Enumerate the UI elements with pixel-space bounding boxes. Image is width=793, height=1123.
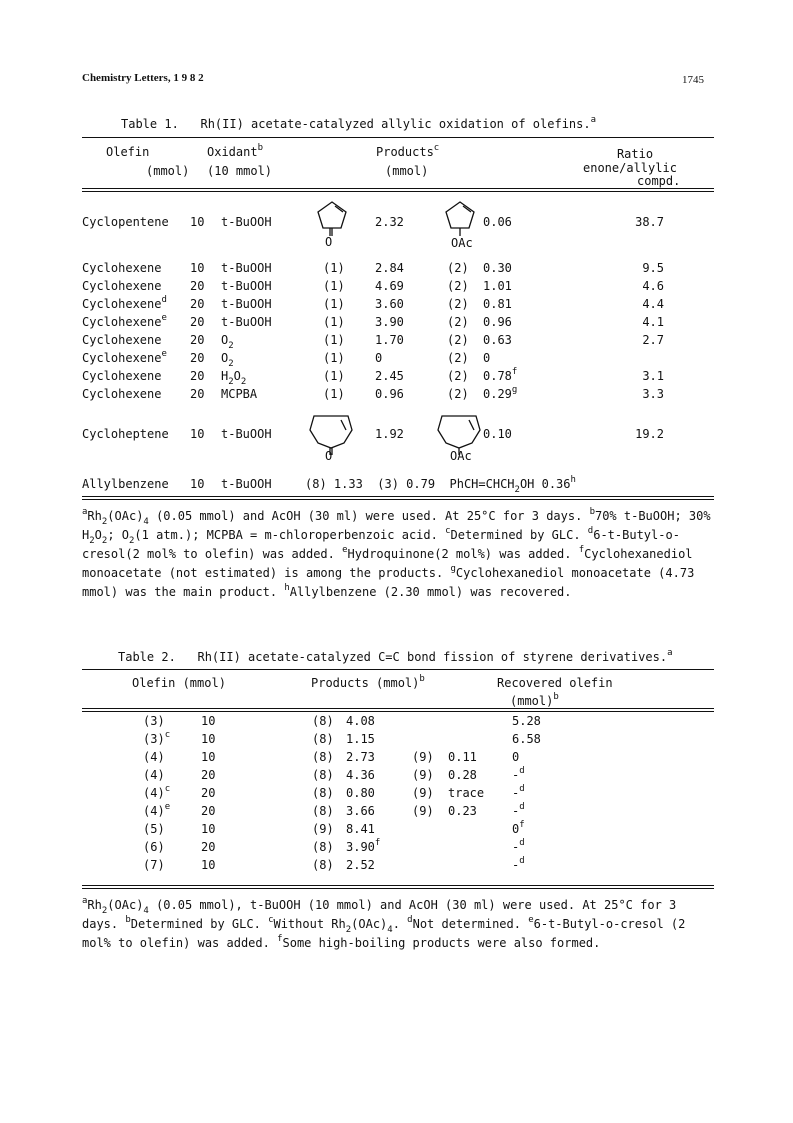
t1-row-product1: (1)	[323, 351, 345, 365]
t1-row-ratio: 4.1	[642, 315, 664, 329]
t2-row-olefin: (3)	[143, 714, 165, 728]
t1-row-value2: 0.81	[483, 297, 512, 311]
t1-row-value1: 3.60	[375, 297, 404, 311]
t1-row-product2: (2)	[447, 261, 469, 275]
page-number: 1745	[682, 74, 704, 86]
t1-row-value2: 0.10	[483, 427, 512, 441]
t2-row-recovered-sup: d	[519, 784, 525, 794]
t2-row-mmol: 10	[201, 858, 216, 872]
t1-row-olefin: Cyclohexene	[82, 279, 162, 293]
t1-row-product2: (2)	[447, 279, 469, 293]
t1-row-mmol: 20	[190, 315, 205, 329]
t1-row-ratio: 38.7	[635, 215, 664, 229]
table2-caption-sup: a	[667, 648, 673, 658]
t2-row-olefin: (4)	[143, 768, 165, 782]
t1-row-mmol: 20	[190, 387, 205, 401]
t2-row-olefin-sup: e	[164, 802, 171, 812]
t2-row-recovered-sup: d	[519, 838, 525, 848]
t2-row-mmol: 20	[201, 840, 216, 854]
table1-head-rule	[82, 188, 714, 192]
table2-head-rule	[82, 708, 714, 712]
table2-top-rule	[82, 669, 714, 670]
t2-row-value1-text: 3.90	[346, 840, 375, 854]
t2-row-recovered-text: -	[512, 858, 520, 872]
t1-row-mmol: 20	[190, 333, 205, 347]
t1-footnote-c: Determined by GLC.	[450, 528, 581, 542]
t2-row-recovered-text: -	[512, 768, 520, 782]
t2-row-value2: 0.28	[448, 768, 477, 782]
t1-row-product2: (2)	[447, 351, 469, 365]
t1-row-olefin	[82, 297, 167, 311]
t1-head-mmol: (mmol)	[146, 164, 190, 178]
t2-row-product2: (9)	[412, 804, 434, 818]
t2-row-recovered-text: -	[512, 804, 520, 818]
t1-row-value2-text: 0.78	[483, 369, 512, 383]
t1-row-value1: 4.69	[375, 279, 404, 293]
t1-footnote-h: Allylbenzene (2.30 mmol) was recovered.	[289, 585, 572, 599]
t1-row-product1: (1)	[323, 333, 345, 347]
cyclopentenyl-acetate-structure	[440, 198, 480, 238]
t2-row-product2: (9)	[412, 750, 434, 764]
t1-head-ratio2: enone/allylic	[583, 161, 677, 175]
t2-row-recovered-sup: d	[519, 856, 525, 866]
t2-row-value1	[346, 840, 380, 854]
t2-head-recovered-mmol-sup: b	[553, 692, 559, 702]
t1-footnote-d: 6-t-Butyl-o-cresol(2 mol% to olefin) was added.	[82, 528, 680, 561]
t1-row-product1: (1)	[323, 387, 345, 401]
t2-row-value1: 2.73	[346, 750, 375, 764]
t2-footnote-b: Determined by GLC.	[130, 917, 261, 931]
t1-row-product1: (1)	[323, 369, 345, 383]
t2-row-olefin	[143, 786, 170, 800]
t1-footnote-f: Cyclohexanediol monoacetate (not estimated) is among the products.	[82, 547, 693, 580]
t2-row-product1: (8)	[312, 714, 334, 728]
t2-head-products	[311, 676, 425, 690]
t2-row-recovered	[512, 768, 525, 782]
t2-row-olefin-text: (4)	[143, 786, 165, 800]
t1-row-mmol: 20	[190, 297, 205, 311]
t1-row-ratio: 19.2	[635, 427, 664, 441]
t1-footnote-b: 70% t-BuOOH; 30% $H_2O_2$; $O_2(1$ atm.); MCPBA = m-chloroperbenzoic acid.	[82, 509, 711, 546]
struct-label-oac: OAc	[451, 236, 473, 250]
t1-row-mmol: 20	[190, 351, 205, 365]
t1-footnote-e: Hydroquinone(2 mol%) was added.	[347, 547, 572, 561]
t1-head-products	[376, 145, 439, 159]
t2-row-value1: 4.08	[346, 714, 375, 728]
t1-head-oxidant-sup: b	[257, 143, 263, 153]
t1-row-oxidant: t-BuOOH	[221, 261, 272, 275]
t2-row-recovered-sup: d	[519, 802, 525, 812]
t2-head-recovered-mmol-text: (mmol)	[510, 694, 554, 708]
table1-caption-sup: a	[590, 115, 597, 125]
t2-row-olefin-text: (3)	[143, 732, 165, 746]
t2-row-product1: (8)	[312, 786, 334, 800]
t2-footnote-d: Not determined.	[412, 917, 521, 931]
t2-row-product1: (9)	[312, 822, 334, 836]
struct-label-oxo: O	[325, 235, 333, 249]
t1-row-ratio: 9.5	[642, 261, 664, 275]
t1-head-products-text: Products	[376, 145, 434, 159]
t1-row-value1: 1.70	[375, 333, 404, 347]
t1-row-value2	[483, 387, 517, 401]
t1-footnote-g: Cyclohexanediol monoacetate (4.73 mmol) was the main product.	[82, 566, 695, 599]
t1-row-value1: 0.96	[375, 387, 404, 401]
t1-row-oxidant: t-BuOOH	[221, 315, 272, 329]
t1-row-product2: (2)	[447, 387, 469, 401]
t1-row-value2: 0	[483, 351, 491, 365]
t1-allyl-products-text: (8) 1.33 (3) 0.79 PhCH=CHCH	[305, 477, 515, 491]
t1-row-oxidant: MCPBA	[221, 387, 258, 401]
t1-row-oxidant: $O_2$	[221, 351, 234, 369]
t2-row-product2: (9)	[412, 768, 434, 782]
t2-row-recovered	[512, 840, 525, 854]
t1-head-ratio3: compd.	[637, 174, 681, 188]
t1-head-oxidant-text: Oxidant	[207, 145, 258, 159]
t1-row-ratio: 2.7	[642, 333, 664, 347]
t1-row-value1: 2.45	[375, 369, 404, 383]
t1-head-oxidant-amt: (10 mmol)	[207, 164, 273, 178]
t2-row-mmol: 10	[201, 714, 216, 728]
table1-caption	[121, 117, 596, 131]
t1-row-oxidant: $O_2$	[221, 333, 234, 351]
t2-row-recovered-text: -	[512, 786, 520, 800]
t1-row-value2-sup: f	[511, 367, 518, 377]
t2-row-product1: (8)	[312, 750, 334, 764]
t1-row-mmol: 10	[190, 427, 205, 441]
t1-row-value2-text: 0.29	[483, 387, 512, 401]
t1-row-value1: 0	[375, 351, 383, 365]
t2-row-olefin: (4)	[143, 750, 165, 764]
t2-row-recovered-text: -	[512, 840, 520, 854]
t1-row-oxidant: $H_2O_2$	[221, 369, 247, 387]
t1-row-value1: 1.92	[375, 427, 404, 441]
table1-footnotes: $^aRh_2(OAc)_4$ (0.05 mmol) and AcOH (30 ml) were used. At 25°C for 3 days. $^b$70% t-BuOOH; 30% $H_2O_2$; $O_2(1$ atm.); MCPBA = m-chloroperbenzoic acid. $^c$Determined by GLC. $^d$6-t-Butyl-o-cresol(2 mol% to olefin) was added. $^e$Hydroquinone(2 mol%) was added. $^f$Cyclohexanediol monoacetate (not estimated) is among the products. $^g$Cyclohexanediol monoacetate (4.73 mmol) was the main product. $^h$Allylbenzene (2.30 mmol) was recovered.	[82, 507, 711, 599]
t1-row-value2: 0.06	[483, 215, 512, 229]
t1-footnote-a: $Rh_2(OAc)_4$ (0.05 mmol) and AcOH (30 ml) were used. At 25°C for 3 days.	[87, 509, 583, 527]
t1-head-products-sup: c	[433, 143, 440, 153]
t2-row-mmol: 20	[201, 768, 216, 782]
t2-head-recovered-mmol	[510, 694, 559, 708]
t1-row-product1: (1)	[323, 261, 345, 275]
t1-allyl-mmol: 10	[190, 477, 205, 491]
t2-row-recovered	[512, 786, 525, 800]
t2-row-recovered-sup: d	[519, 766, 525, 776]
t1-row-product2: (2)	[447, 333, 469, 347]
t1-row-olefin-text: Cyclohexene	[82, 297, 162, 311]
t1-row-mmol: 10	[190, 215, 205, 229]
t1-row-mmol: 20	[190, 279, 205, 293]
t1-row-olefin-sup: d	[161, 295, 167, 305]
t1-row-mmol: 20	[190, 369, 205, 383]
t2-row-value1: 0.80	[346, 786, 375, 800]
t1-row-olefin	[82, 351, 167, 365]
table1-bottom-rule	[82, 496, 714, 500]
t2-row-olefin: (7)	[143, 858, 165, 872]
t2-head-olefin: Olefin (mmol)	[132, 676, 226, 690]
t1-row-product2: (2)	[447, 315, 469, 329]
t1-row-value1: 2.84	[375, 261, 404, 275]
table2-bottom-rule	[82, 885, 714, 889]
t2-row-recovered: 6.58	[512, 732, 541, 746]
t1-row-value2: 0.30	[483, 261, 512, 275]
t2-row-olefin	[143, 804, 170, 818]
t2-row-value1: 1.15	[346, 732, 375, 746]
journal-header: Chemistry Letters, 1 9 8 2	[82, 72, 204, 84]
t1-head-ratio1: Ratio	[616, 147, 654, 161]
t2-row-product1: (8)	[312, 768, 334, 782]
t2-row-recovered-text: 0	[512, 822, 520, 836]
t2-row-mmol: 20	[201, 786, 216, 800]
t2-row-product2: (9)	[412, 786, 434, 800]
t2-row-recovered	[512, 804, 525, 818]
t1-allyl-products-sup: h	[570, 475, 576, 485]
t2-row-mmol: 10	[201, 732, 216, 746]
table1-caption-text: Table 1. Rh(II) acetate-catalyzed allylic oxidation of olefins.	[121, 117, 591, 131]
t2-row-olefin: (5)	[143, 822, 165, 836]
t1-allyl-olefin: Allylbenzene	[82, 477, 169, 491]
t1-row-oxidant: t-BuOOH	[221, 215, 272, 229]
t1-allyl-oxidant: t-BuOOH	[221, 477, 272, 491]
t2-row-recovered: 5.28	[512, 714, 541, 728]
t2-row-product1: (8)	[312, 858, 334, 872]
t2-row-recovered	[512, 822, 525, 836]
t1-row-oxidant: t-BuOOH	[221, 279, 272, 293]
t1-row-olefin: Cyclohexene	[82, 333, 162, 347]
t1-row-mmol: 10	[190, 261, 205, 275]
t2-row-olefin-text: (4)	[143, 804, 165, 818]
t2-row-olefin: (6)	[143, 840, 165, 854]
t1-row-olefin: Cyclopentene	[82, 215, 169, 229]
t2-row-value1: 8.41	[346, 822, 375, 836]
t1-row-oxidant: t-BuOOH	[221, 427, 272, 441]
table2-caption	[118, 650, 673, 664]
t2-row-recovered: 0	[512, 750, 520, 764]
t1-row-ratio: 4.4	[642, 297, 664, 311]
struct-label-oxo: O	[325, 449, 333, 463]
t2-head-products-sup: b	[419, 674, 425, 684]
t2-row-value1: 2.52	[346, 858, 375, 872]
t2-row-olefin-sup: c	[164, 730, 171, 740]
t1-row-ratio: 4.6	[642, 279, 664, 293]
t1-row-olefin: Cycloheptene	[82, 427, 169, 441]
t1-row-ratio: 3.3	[642, 387, 664, 401]
t2-footnote-a: $Rh_2(OAc)_4$ (0.05 mmol), t-BuOOH (10 mmol) and AcOH (30 ml) were used. At 25°C for 3 days.	[82, 898, 677, 931]
t2-head-products-text: Products (mmol)	[311, 676, 420, 690]
t2-row-mmol: 10	[201, 750, 216, 764]
t1-row-olefin: Cyclohexene	[82, 387, 162, 401]
t1-row-olefin-sup: e	[161, 313, 167, 323]
t2-row-value2: trace	[448, 786, 485, 800]
t2-footnote-f: Some high-boiling products were also formed.	[282, 936, 601, 950]
t1-row-olefin-text: Cyclohexene	[82, 351, 162, 365]
t2-row-product1: (8)	[312, 840, 334, 854]
t2-row-value1-sup: f	[374, 838, 381, 848]
t1-row-value2: 1.01	[483, 279, 512, 293]
t1-row-product2: (2)	[447, 369, 469, 383]
t1-row-value1: 3.90	[375, 315, 404, 329]
table1-top-rule	[82, 137, 714, 138]
t2-row-mmol: 10	[201, 822, 216, 836]
t1-row-value2-sup: g	[511, 385, 518, 395]
table2-footnotes: $^aRh_2(OAc)_4$ (0.05 mmol), t-BuOOH (10 mmol) and AcOH (30 ml) were used. At 25°C for 3 days. $^b$Determined by GLC. $^c$Without $Rh_2(OAc)_4$. $^d$Not determined. $^e$6-t-Butyl-o-cresol (2 mol% to olefin) was added. $^f$Some high-boiling products were also formed.	[82, 896, 686, 950]
t2-row-value1: 3.66	[346, 804, 375, 818]
t1-row-olefin: Cyclohexene	[82, 369, 162, 383]
t1-row-product2: (2)	[447, 297, 469, 311]
t1-row-olefin-text: Cyclohexene	[82, 315, 162, 329]
t1-allyl-products-sub: 2	[514, 485, 520, 495]
t1-row-value2: 0.63	[483, 333, 512, 347]
t2-footnote-e: 6-t-Butyl-o-cresol (2 mol% to olefin) was added.	[82, 917, 686, 950]
t2-row-recovered-sup: f	[519, 820, 525, 830]
table2-caption-text: Table 2. Rh(II) acetate-catalyzed C=C bond fission of styrene derivatives.	[118, 650, 668, 664]
t1-row-value1: 2.32	[375, 215, 404, 229]
t2-row-olefin-sup: c	[164, 784, 171, 794]
t2-row-value2: 0.23	[448, 804, 477, 818]
t2-row-mmol: 20	[201, 804, 216, 818]
t1-row-olefin: Cyclohexene	[82, 261, 162, 275]
t1-row-product1: (1)	[323, 315, 345, 329]
t2-footnote-c: Without $Rh_2(OAc)_4$.	[273, 917, 400, 935]
struct-label-oac: OAc	[450, 449, 472, 463]
t2-head-recovered: Recovered olefin	[497, 676, 613, 690]
t1-allyl-products-after: OH 0.36	[519, 477, 571, 491]
t1-row-olefin-sup: e	[161, 349, 167, 359]
t1-row-product1: (1)	[323, 279, 345, 293]
t1-row-value2: 0.96	[483, 315, 512, 329]
t2-row-product1: (8)	[312, 804, 334, 818]
t1-head-products-mmol: (mmol)	[385, 164, 429, 178]
t1-allyl-products	[305, 475, 576, 495]
t2-row-recovered	[512, 858, 525, 872]
t2-row-product1: (8)	[312, 732, 334, 746]
t1-head-olefin: Olefin	[106, 145, 150, 159]
t1-row-product1: (1)	[323, 297, 345, 311]
t1-row-ratio: 3.1	[642, 369, 664, 383]
t2-row-value1: 4.36	[346, 768, 375, 782]
t2-row-value2: 0.11	[448, 750, 477, 764]
t1-row-olefin	[82, 315, 167, 329]
t1-head-oxidant	[207, 145, 263, 159]
t1-row-value2	[483, 369, 517, 383]
t2-row-olefin	[143, 732, 170, 746]
t1-row-oxidant: t-BuOOH	[221, 297, 272, 311]
